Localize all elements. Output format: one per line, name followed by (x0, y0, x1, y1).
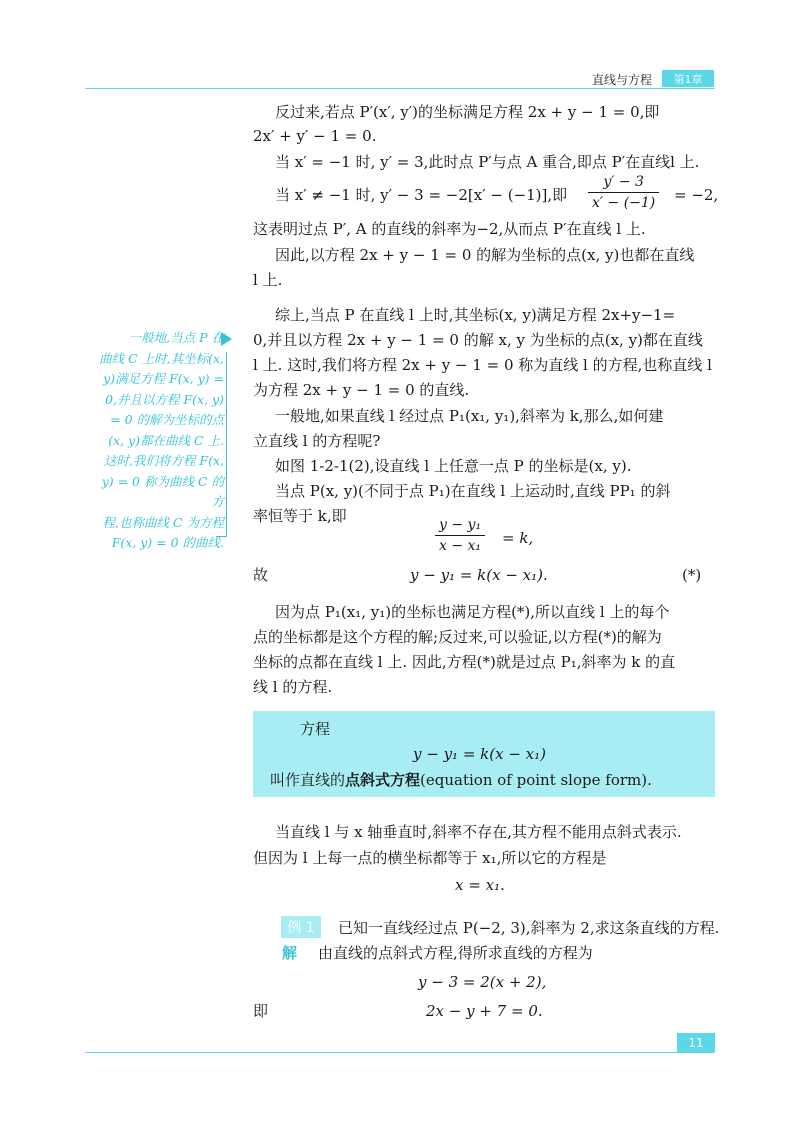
definition-text-before: 叫作直线的 (270, 771, 346, 789)
text-line: 为方程 2x + y − 1 = 0 的直线. (253, 381, 470, 399)
fraction-denominator: x′ − (−1) (592, 195, 656, 211)
definition-term: 点斜式方程 (345, 771, 421, 789)
definition-label: 方程 (300, 720, 331, 738)
solution-label: 解 (282, 944, 298, 962)
text-line: 但因为 l 上每一点的横坐标都等于 x₁,所以它的方程是 (253, 849, 607, 867)
text-line: 如图 1-2-1(2),设直线 l 上任意一点 P 的坐标是(x, y). (275, 457, 632, 475)
equation-rhs: = k, (502, 529, 534, 547)
fraction-bar (588, 192, 659, 193)
text-line: l 上. (253, 271, 283, 289)
note-bracket (216, 352, 227, 537)
text-line: 点的坐标都是这个方程的解;反过来,可以验证,以方程(*)的解为 (253, 628, 662, 646)
header-rule (85, 88, 715, 89)
text-line: 当直线 l 与 x 轴垂直时,斜率不存在,其方程不能用点斜式表示. (275, 823, 682, 841)
slope-equation-fraction (435, 516, 485, 555)
text-line: 坐标的点都在直线 l 上. 因此,方程(*)就是过点 P₁,斜率为 k 的直 (253, 653, 676, 671)
text-line: l 上. 这时,我们将方程 2x + y − 1 = 0 称为直线 l 的方程,也称直线 l (253, 356, 712, 374)
final-equation: 2x − y + 7 = 0. (426, 1002, 543, 1020)
vertical-equation: x = x₁. (455, 876, 505, 894)
definition-sentence (270, 770, 652, 790)
slope-fraction (588, 173, 659, 212)
text-line: 这表明过点 P′, A 的直线的斜率为−2,从而点 P′在直线 l 上. (253, 220, 646, 238)
example-badge: 例 1 (281, 916, 321, 938)
header-topic: 直线与方程 (592, 73, 653, 87)
text-line: 2x′ + y′ − 1 = 0. (253, 127, 377, 145)
text-line: 一般地,如果直线 l 经过点 P₁(x₁, y₁),斜率为 k,那么,如何建 (275, 407, 664, 425)
text-line: 当点 P(x, y)(不同于点 P₁)在直线 l 上运动时,直线 PP₁ 的斜 (275, 482, 671, 500)
text-line: 综上,当点 P 在直线 l 上时,其坐标(x, y)满足方程 2x+y−1= (275, 306, 676, 324)
page-number: 11 (677, 1033, 715, 1052)
text-line: 0,并且以方程 2x + y − 1 = 0 的解 x, y 为坐标的点(x, y)都在直线 (253, 331, 703, 349)
margin-note: 一般地,当点 P 在 曲线 C 上时,其坐标(x, y)满足方程 F(x, y) = 0,并且以方程 F(x, y) = 0 的解为坐标的点 (x, y)都在曲线 C 上. 这时,我们将方程 F(x, y) = 0 称为曲线 C 的方 程,也称曲线 C 为方程 F(x, y) = 0 的曲线. (99, 330, 224, 550)
solution-text: 由直线的点斜式方程,得所求直线的方程为 (318, 944, 593, 962)
chapter-badge: 第1章 (662, 70, 714, 87)
text-line: = −2, (674, 186, 719, 204)
text-line: 当 x′ = −1 时, y′ = 3,此时点 P′与点 A 重合,即点 P′在直线l 上. (275, 153, 700, 171)
point-slope-equation: y − y₁ = k(x − x₁). (410, 566, 548, 584)
definition-text-after: (equation of point slope form). (420, 771, 652, 789)
fraction-bar (435, 535, 485, 536)
text-gu: 故 (253, 566, 269, 584)
fraction-numerator: y − y₁ (439, 517, 482, 533)
text-line: 率恒等于 k,即 (253, 507, 347, 525)
equation-tag: (*) (682, 566, 702, 584)
text-line: 立直线 l 的方程呢? (253, 432, 381, 450)
text-line: 因为点 P₁(x₁, y₁)的坐标也满足方程(*),所以直线 l 上的每个 (275, 603, 670, 621)
text-ji: 即 (253, 1002, 269, 1020)
definition-equation: y − y₁ = k(x − x₁) (413, 745, 547, 763)
fraction-numerator: y′ − 3 (603, 174, 644, 190)
solution-equation: y − 3 = 2(x + 2), (418, 973, 547, 991)
text-line: 当 x′ ≠ −1 时, y′ − 3 = −2[x′ − (−1)],即 (275, 186, 568, 204)
fraction-denominator: x − x₁ (439, 538, 482, 554)
note-arrow-icon (221, 332, 232, 346)
text-line: 线 l 的方程. (253, 678, 333, 696)
footer-rule (85, 1052, 715, 1053)
example-question: 已知一直线经过点 P(−2, 3),斜率为 2,求这条直线的方程. (338, 919, 720, 937)
text-line: 反过来,若点 P′(x′, y′)的坐标满足方程 2x + y − 1 = 0,即 (275, 103, 660, 121)
text-line: 因此,以方程 2x + y − 1 = 0 的解为坐标的点(x, y)也都在直线 (275, 246, 695, 264)
